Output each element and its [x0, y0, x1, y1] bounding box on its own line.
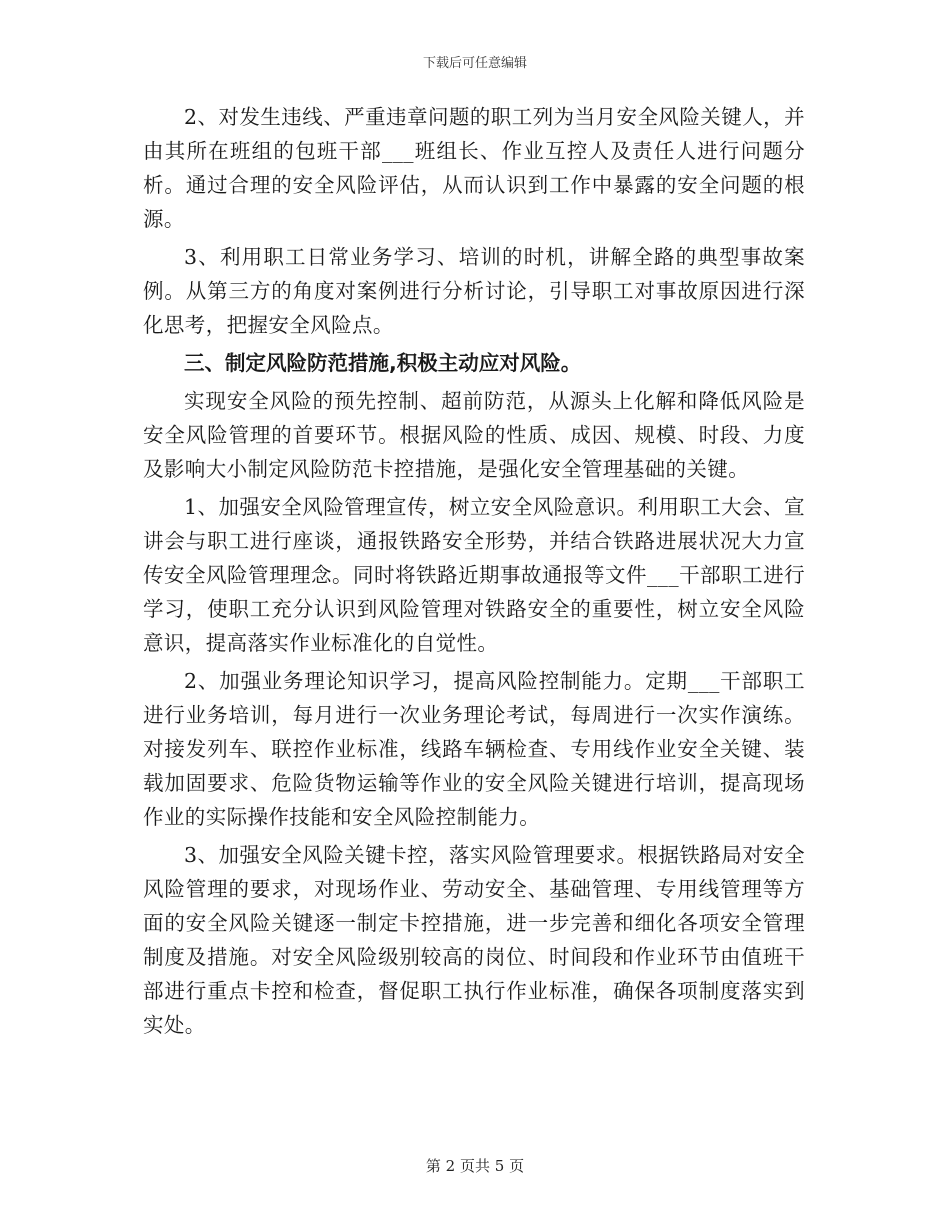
page-number: 第 2 页共 5 页: [425, 1157, 525, 1175]
measure-paragraph-3: 3、加强安全风险关键卡控，落实风险管理要求。根据铁路局对安全风险管理的要求，对现场作业、劳动安全、基础管理、专用线管理等方面的安全风险关键逐一制定卡控措施，进一步完善和细化各项安全管理制度及措施。对安全风险级别较高的岗位、时间段和作业环节由值班干部进行重点卡控和检查，督促职工执行作业标准，确保各项制度落实到实处。: [143, 843, 805, 1037]
measure-paragraph-1: 1、加强安全风险管理宣传，树立安全风险意识。利用职工大会、宣讲会与职工进行座谈，通报铁路安全形势，并结合铁路进展状况大力宣传安全风险管理理念。同时将铁路近期事故通报等文件___干部职工进行学习，使职工充分认识到风险管理对铁路安全的重要性，树立安全风险意识，提高落实作业标准化的自觉性。: [143, 495, 805, 655]
measure-paragraph-2: 2、加强业务理论知识学习，提高风险控制能力。定期___干部职工进行业务培训，每月进行一次业务理论考试，每周进行一次实作演练。对接发列车、联控作业标准，线路车辆检查、专用线作业安全关键、装载加固要求、危险货物运输等作业的安全风险关键进行培训，提高现场作业的实际操作技能和安全风险控制能力。: [143, 669, 805, 829]
document-body: [143, 100, 805, 1042]
paragraph-item-3: 3、利用职工日常业务学习、培训的时机，讲解全路的典型事故案例。从第三方的角度对案例进行分析讨论，引导职工对事故原因进行深化思考，把握安全风险点。: [143, 245, 805, 337]
section-intro-paragraph: 实现安全风险的预先控制、超前防范，从源头上化解和降低风险是安全风险管理的首要环节。根据风险的性质、成因、规模、时段、力度及影响大小制定风险防范卡控措施，是强化安全管理基础的关键。: [143, 389, 805, 481]
paragraph-item-2: 2、对发生违线、严重违章问题的职工列为当月安全风险关键人，并由其所在班组的包班干部___班组长、作业互控人及责任人进行问题分析。通过合理的安全风险评估，从而认识到工作中暴露的安全问题的根源。: [143, 105, 805, 231]
page-header: 下载后可任意编辑: [422, 56, 527, 71]
section-heading-3: 三、制定风险防范措施,积极主动应对风险。: [184, 351, 582, 375]
